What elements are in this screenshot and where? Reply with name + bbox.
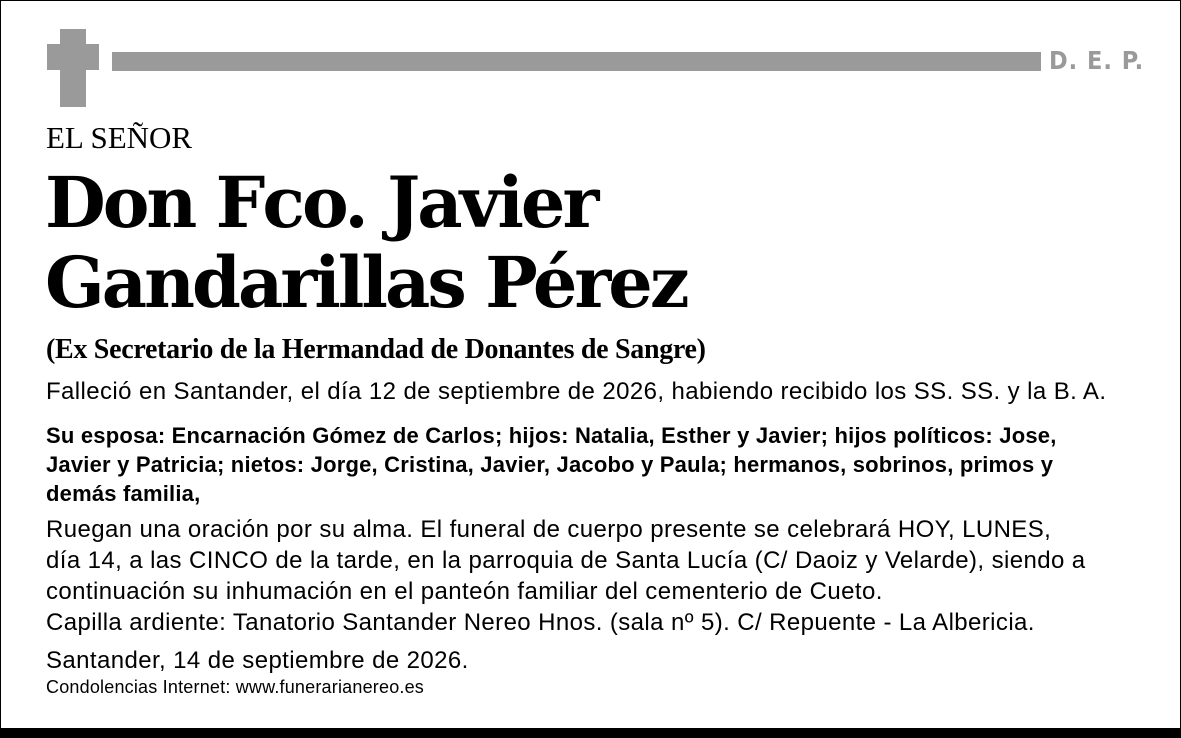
deceased-name	[45, 163, 687, 323]
condolences-line: Condolencias Internet: www.funerarianereo.es	[46, 677, 425, 697]
place-date: Santander, 14 de septiembre de 2026.	[46, 647, 469, 674]
family-list	[46, 421, 1057, 508]
name-line-1: Don Fco. Javier	[45, 161, 597, 244]
funeral-line: Capilla ardiente: Tanatorio Santander Nereo Hnos. (sala nº 5). C/ Repuente - La Albericia.	[46, 609, 1035, 636]
name-line-2: Gandarillas Pérez	[45, 241, 687, 324]
cross-icon-bar	[47, 44, 99, 70]
dep-label: D. E. P.	[1049, 46, 1145, 75]
death-notice: Falleció en Santander, el día 12 de septiembre de 2026, habiendo recibido los SS. SS. y la B. A.	[46, 378, 1107, 405]
honorific-title: EL SEÑOR	[46, 120, 193, 155]
family-line: Su esposa: Encarnación Gómez de Carlos; hijos: Natalia, Esther y Javier; hijos políticos: Jose,	[46, 423, 1057, 448]
funeral-line: día 14, a las CINCO de la tarde, en la parroquia de Santa Lucía (C/ Daoiz y Velarde), siendo a	[46, 547, 1086, 574]
deceased-role: (Ex Secretario de la Hermandad de Donantes de Sangre)	[46, 334, 706, 365]
funeral-line: Ruegan una oración por su alma. El funeral de cuerpo presente se celebrará HOY, LUNES,	[46, 516, 1052, 543]
header-rule	[112, 52, 1041, 71]
funeral-line: continuación su inhumación en el panteón familiar del cementerio de Cueto.	[46, 578, 883, 605]
family-line: demás familia,	[46, 481, 201, 506]
funeral-details	[46, 514, 1086, 638]
family-line: Javier y Patricia; nietos: Jorge, Cristina, Javier, Jacobo y Paula; hermanos, sobrinos, primos y	[46, 452, 1054, 477]
